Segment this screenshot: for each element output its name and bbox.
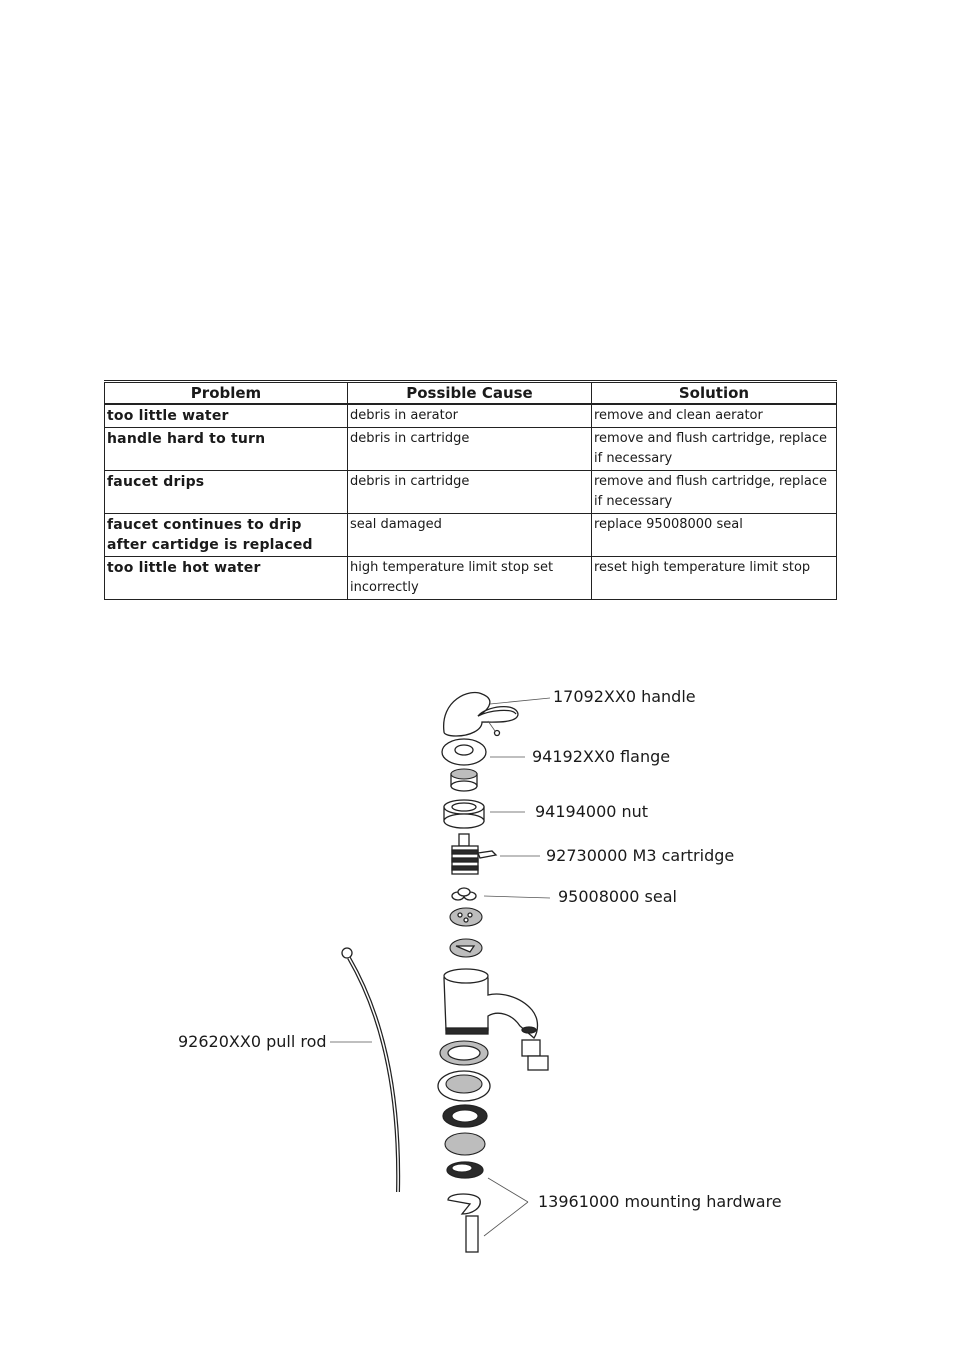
nut-label: 94194000 nut bbox=[535, 802, 649, 821]
seal-leader bbox=[484, 896, 550, 898]
gasket-part bbox=[443, 1105, 487, 1127]
cause-cell: debris in cartridge bbox=[348, 428, 592, 471]
problem-cell: faucet drips bbox=[105, 471, 348, 514]
handle-label: 17092XX0 handle bbox=[553, 687, 696, 706]
mounting-hardware-label: 13961000 mounting hardware bbox=[538, 1192, 782, 1211]
flange-part bbox=[442, 739, 486, 765]
mounting-hardware-leader bbox=[484, 1202, 528, 1236]
disk-part bbox=[450, 908, 482, 957]
cause-cell: debris in aerator bbox=[348, 404, 592, 428]
solution-cell: reset high temperature limit stop bbox=[592, 557, 837, 600]
mounting-hardware-leader bbox=[488, 1178, 528, 1202]
seal-part bbox=[452, 888, 476, 900]
solution-cell: replace 95008000 seal bbox=[592, 514, 837, 557]
header-solution: Solution bbox=[592, 382, 837, 405]
flange-label: 94192XX0 flange bbox=[532, 747, 671, 766]
problem-cell: too little hot water bbox=[105, 557, 348, 600]
problem-cell: too little water bbox=[105, 404, 348, 428]
washer-part bbox=[440, 1041, 488, 1065]
cartridge-part bbox=[452, 834, 496, 874]
mounting-ring-part bbox=[438, 1071, 490, 1101]
pull-rod-label: 92620XX0 pull rod bbox=[178, 1032, 327, 1051]
header-problem: Problem bbox=[105, 382, 348, 405]
cause-cell: seal damaged bbox=[348, 514, 592, 557]
cause-cell: debris in cartridge bbox=[348, 471, 592, 514]
problem-cell: faucet continues to drip after cartidge is replaced bbox=[105, 514, 348, 557]
problem-cell: handle hard to turn bbox=[105, 428, 348, 471]
mounting-clip-part bbox=[448, 1194, 480, 1252]
solution-cell: remove and flush cartridge, replace if necessary bbox=[592, 471, 837, 514]
handle-leader bbox=[490, 698, 550, 704]
handle-part bbox=[444, 693, 518, 736]
cartridge-label: 92730000 M3 cartridge bbox=[546, 846, 735, 865]
header-possible-cause: Possible Cause bbox=[348, 382, 592, 405]
ring-part bbox=[451, 769, 477, 791]
nut-part bbox=[444, 800, 484, 828]
solution-cell: remove and flush cartridge, replace if necessary bbox=[592, 428, 837, 471]
solution-cell: remove and clean aerator bbox=[592, 404, 837, 428]
pull-rod-part bbox=[342, 948, 398, 1192]
cause-cell: high temperature limit stop set incorrectly bbox=[348, 557, 592, 600]
seal-label: 95008000 seal bbox=[558, 887, 677, 906]
mounting-disk-part bbox=[445, 1133, 485, 1178]
